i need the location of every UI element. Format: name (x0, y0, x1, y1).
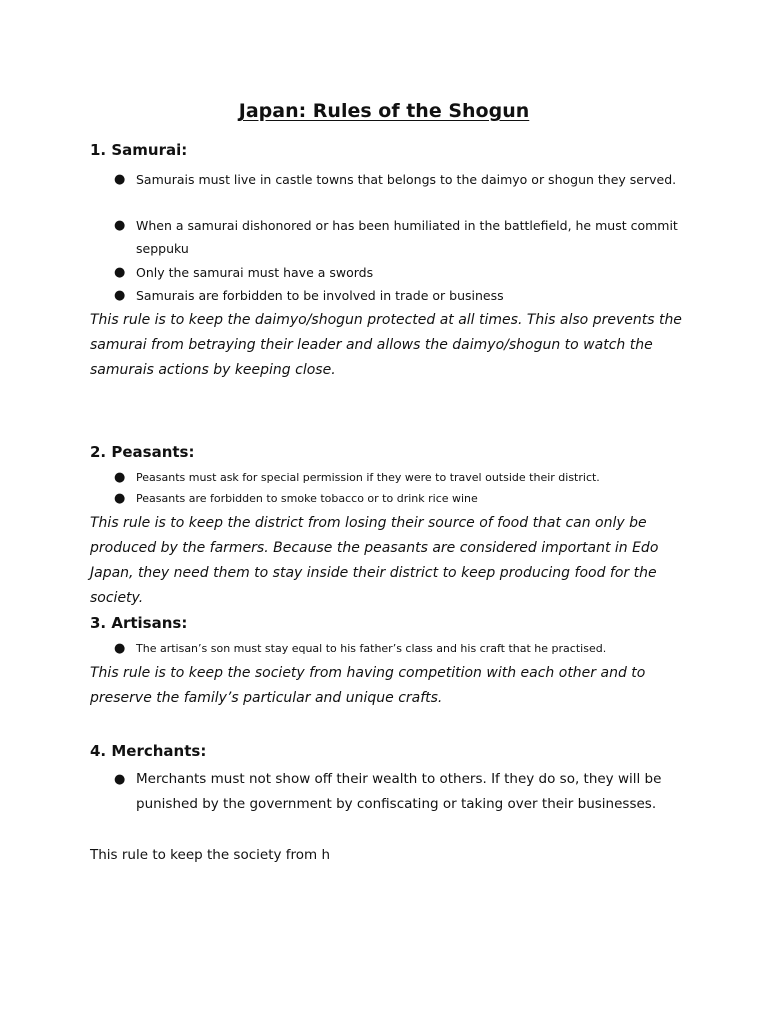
section-paragraph-peasants: This rule is to keep the district from losing their source of food that can only be produced by the farmers. Because the peasants are considered important in Edo Japan, they need them to stay inside their district to keep producing food for the society. (90, 515, 659, 606)
list-item: ● Peasants must ask for special permission if they were to travel outside their district. (136, 466, 696, 489)
bullet-icon: ● (114, 265, 126, 280)
list-item: ● When a samurai dishonored or has been humiliated in the battlefield, he must commit seppuku (136, 214, 696, 260)
section-heading-artisans: 3. Artisans: (90, 614, 188, 632)
bullet-icon: ● (114, 218, 126, 233)
bullet-icon: ● (114, 288, 126, 303)
section-paragraph-merchants: This rule to keep the society from h (90, 847, 331, 863)
list-item: ● Samurais are forbidden to be involved in trade or business (136, 284, 696, 307)
bullet-icon: ● (114, 772, 126, 787)
list-item: ● Merchants must not show off their wealth to others. If they do so, they will be punished by the government by confiscating or taking over their businesses. (136, 767, 696, 817)
document-title: Japan: Rules of the Shogun (238, 100, 530, 122)
section-heading-merchants: 4. Merchants: (90, 742, 207, 760)
list-item: ● The artisan’s son must stay equal to his father’s class and his craft that he practised. (136, 637, 696, 660)
bullet-icon: ● (114, 641, 126, 656)
list-item: ● Only the samurai must have a swords (136, 261, 696, 284)
bullet-icon: ● (114, 491, 126, 506)
bullet-icon: ● (114, 172, 126, 187)
list-item: ● Samurais must live in castle towns that belongs to the daimyo or shogun they served. (136, 168, 696, 191)
list-item: ● Peasants are forbidden to smoke tobacco or to drink rice wine (136, 487, 696, 510)
section-paragraph-samurai: This rule is to keep the daimyo/shogun protected at all times. This also prevents the samurai from betraying their leader and allows the daimyo/shogun to watch the samurais actions by keeping close. (90, 312, 682, 378)
bullet-icon: ● (114, 470, 126, 485)
section-paragraph-artisans: This rule is to keep the society from having competition with each other and to preserve the family’s particular and unique crafts. (90, 665, 646, 706)
section-heading-samurai: 1. Samurai: (90, 141, 188, 159)
section-heading-peasants: 2. Peasants: (90, 443, 195, 461)
